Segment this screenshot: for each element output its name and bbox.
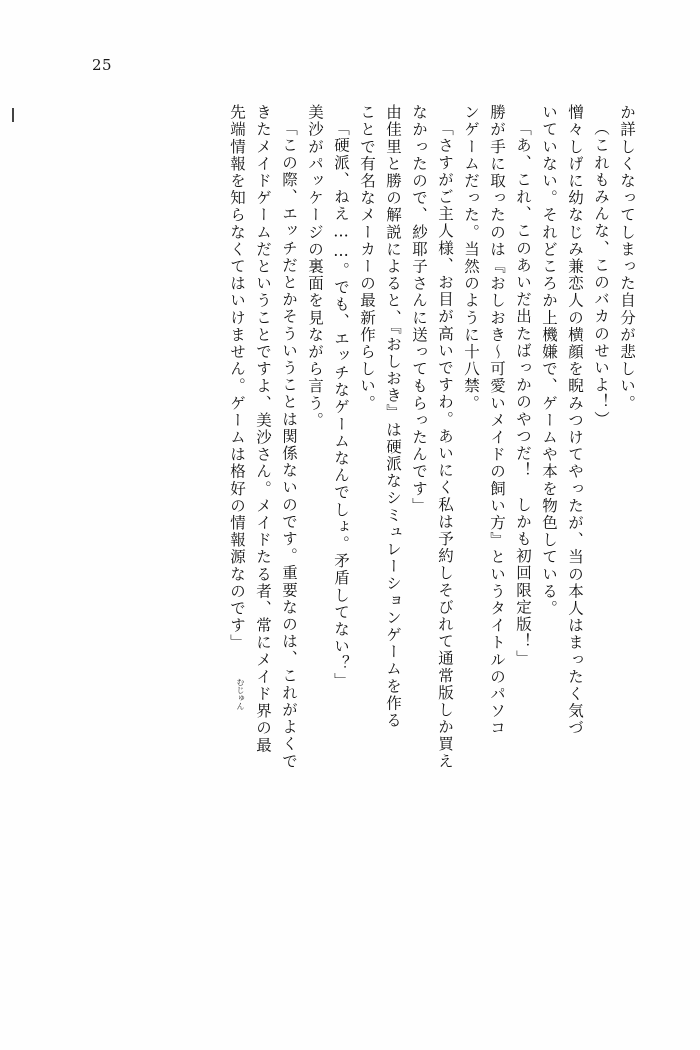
text-column: 由佳里と勝の解説によると、『おしおき』は硬派なシミュレーションゲームを作る xyxy=(384,104,402,729)
margin-tick-mark xyxy=(12,108,14,122)
text-column: か詳しくなってしまった自分が悲しい。 xyxy=(618,104,636,412)
page-number: 25 xyxy=(92,56,113,74)
text-column: 「さすがご主人様、お目が高いですわ。あいにく私は予約しそびれて通常版しか買え xyxy=(436,120,454,770)
text-column: 美沙がパッケージの裏面を見ながら言う。 xyxy=(306,104,324,429)
text-column: なかったので、紗耶子さんに送ってもらったんです」 xyxy=(410,104,428,515)
text-column: ことで有名なメーカーの最新作らしい。 xyxy=(358,104,376,412)
text-column: 先端情報を知らなくてはいけません。ゲームは格好の情報源なのです」 xyxy=(228,104,246,652)
text-column: 「硬派、ねえ……。でも、エッチなゲームなんでしょ。矛盾してない？」 xyxy=(332,120,350,690)
text-column: いていない。それどころか上機嫌で、ゲームや本を物色している。 xyxy=(540,104,558,617)
text-column: ンゲームだった。当然のように十八禁。 xyxy=(462,104,480,412)
text-column: きたメイドゲームだということですよ、美沙さん。メイドたる者、常にメイド界の最 xyxy=(254,104,272,754)
text-column: 憎々しげに幼なじみ兼恋人の横顔を睨みつけてやったが、当の本人はまったく気づ xyxy=(566,104,584,737)
text-column: 「あ、これ、このあいだ出たばっかのやつだ！ しかも初回限定版！」 xyxy=(514,120,532,668)
ruby-annotation: むじゅん xyxy=(236,678,245,710)
text-column: 勝が手に取ったのは『おしおき〜可愛いメイドの飼い方』というタイトルのパソコ xyxy=(488,104,506,737)
text-column: （これもみんな、このバカのせいよ！） xyxy=(592,120,610,428)
text-column: 「この際、エッチだとかそういうことは関係ないのです。重要なのは、これがよくで xyxy=(280,120,298,770)
vertical-text-block xyxy=(140,104,640,984)
